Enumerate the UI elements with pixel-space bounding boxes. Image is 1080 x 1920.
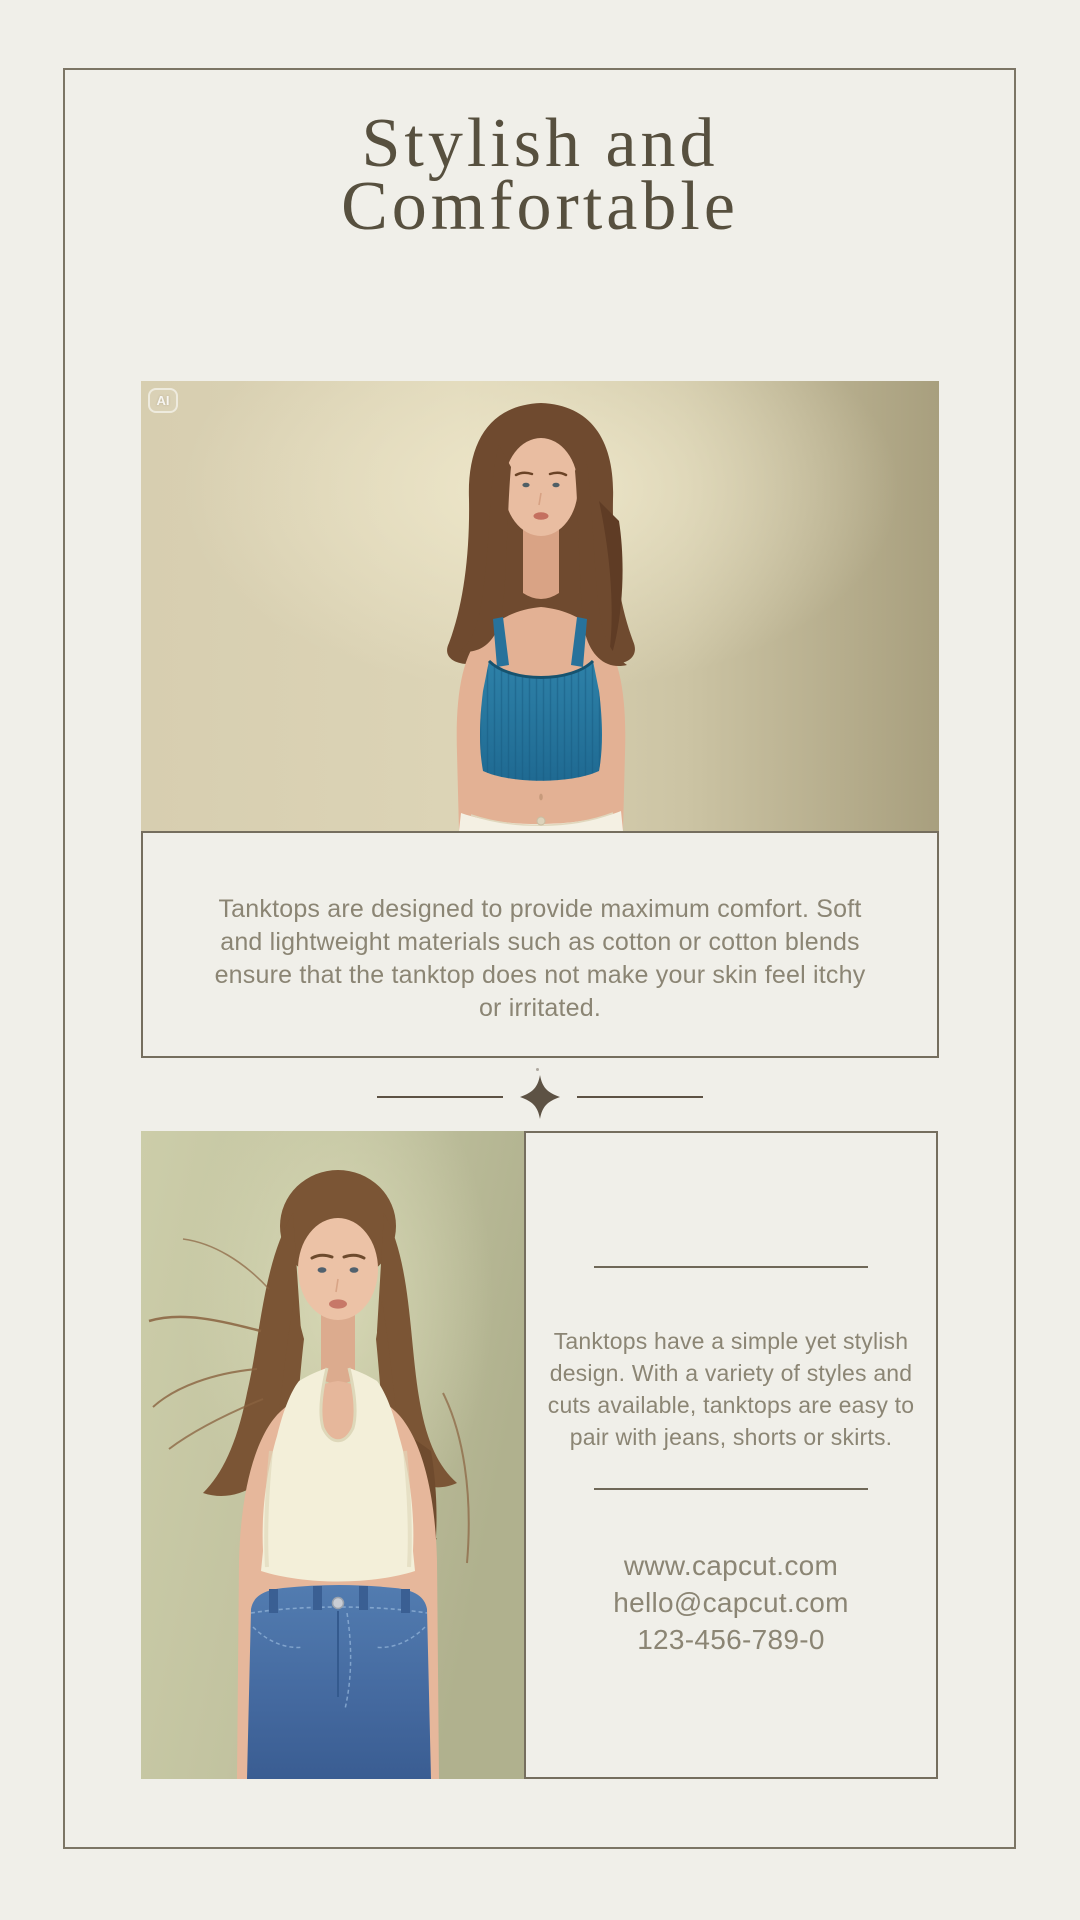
contact-website: www.capcut.com (623, 1550, 839, 1581)
detail-photo-illustration (141, 1131, 524, 1779)
contact-block (526, 1547, 936, 1658)
divider-line-right (577, 1096, 703, 1098)
hero-photo-teal-tanktop (141, 381, 939, 831)
panel-rule-top (594, 1266, 868, 1268)
ai-badge-label: AI (156, 393, 170, 408)
contact-phone: 123-456-789-0 (637, 1624, 825, 1655)
ai-generated-badge (148, 388, 178, 413)
panel-rule-bottom (594, 1488, 868, 1490)
contact-email: hello@capcut.com (613, 1587, 849, 1618)
title-line-2: Comfortable (341, 168, 739, 245)
hero-photo-illustration (141, 381, 939, 831)
details-paragraph: Tanktops have a simple yet stylish design. With a variety of styles and cuts available, tanktops are easy to pair with jeans, shorts or skirts. (547, 1328, 915, 1450)
sparkle-icon (520, 1075, 560, 1119)
page-title (0, 105, 1080, 245)
details-panel (524, 1131, 938, 1779)
divider-line-left (377, 1096, 503, 1098)
hero-caption-text: Tanktops are designed to provide maximum comfort. Soft and lightweight materials such as cotton or cotton blends ensure that the tanktop does not make your skin feel itchy or irritated. (214, 895, 866, 1022)
detail-photo-cream-tanktop (141, 1131, 524, 1779)
section-divider (0, 1074, 1080, 1120)
title-line-1: Stylish and (361, 105, 719, 182)
hero-caption-box (141, 831, 939, 1058)
divider-dot (536, 1068, 539, 1071)
